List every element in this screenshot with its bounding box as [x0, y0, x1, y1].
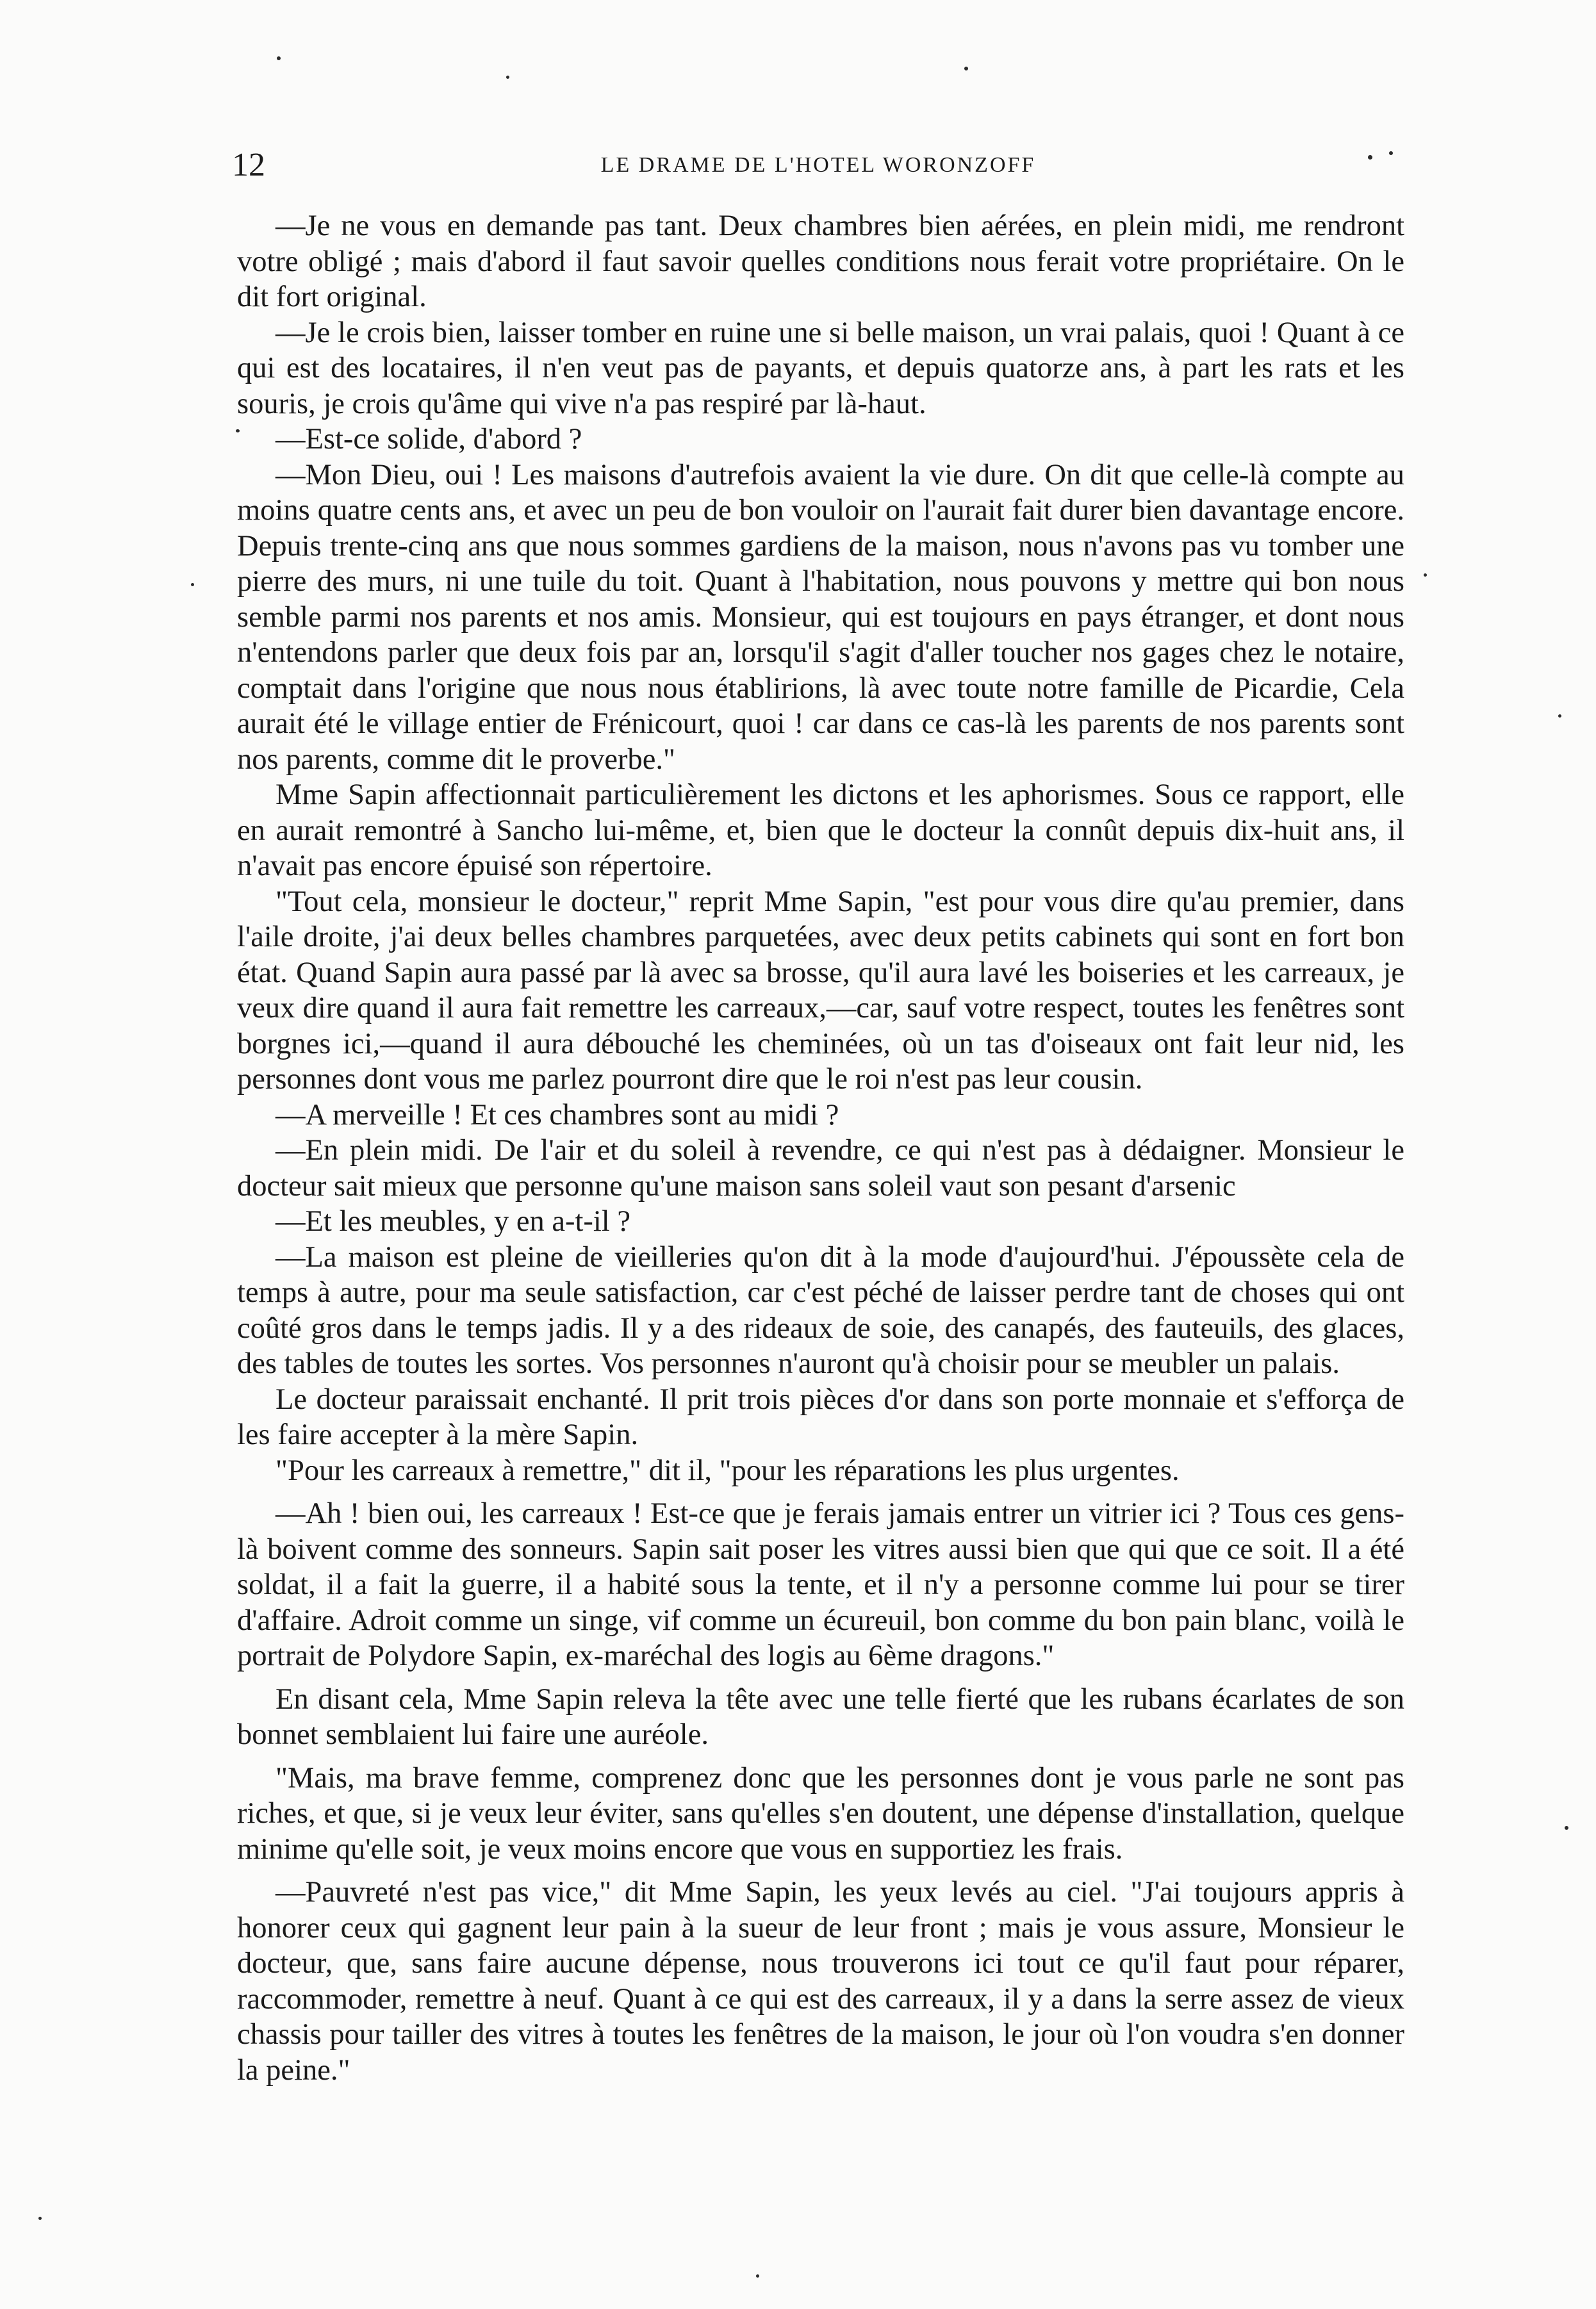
scan-speck — [1565, 1826, 1568, 1830]
body-text — [237, 208, 1404, 2088]
paragraph: —Je le crois bien, laisser tomber en ruine une si belle maison, un vrai palais, quoi ! Quant à ce qui est des locataires, il n'en veut pas de payants, et depuis quatorze ans, à part les rats et les souris, je crois qu'âme qui vive n'a pas respiré par là-haut. — [237, 316, 1404, 420]
scan-speck — [191, 583, 194, 586]
paragraph: —Est-ce solide, d'abord ? — [276, 423, 582, 456]
scan-speck — [277, 56, 281, 60]
paragraph: —Pauvreté n'est pas vice," dit Mme Sapin, les yeux levés au ciel. "J'ai toujours appris à honorer ceux qui gagnent leur pain à la sueur de leur front ; mais je vous assure, Monsieur le docteur, que, sans faire aucune dépense, nous trouverons ici tout ce qu'il faut pour réparer, raccommoder, remettre à neuf. Quant à ce qui est des carreaux, il y a dans la serre assez de vieux chassis pour tailler des vitres à toutes les fenêtres de la maison, le jour où l'on voudra s'en donner la peine." — [237, 1876, 1404, 2087]
paragraph: "Mais, ma brave femme, comprenez donc que les personnes dont je vous parle ne sont pas riches, et que, si je veux leur éviter, sans qu'elles s'en doutent, une dépense d'installation, quelque minime qu'elle soit, je veux moins encore que vous en supportiez les frais. — [237, 1761, 1404, 1866]
paragraph: —La maison est pleine de vieilleries qu'on dit à la mode d'aujourd'hui. J'époussète cela de temps à autre, pour ma seule satisfaction, car c'est péché de laisser perdre tant de choses qui ont coûté gros dans le temps jadis. Il y a des rideaux de soie, des canapés, des fauteuils, des glaces, des tables de toutes les sortes. Vos personnes n'auront qu'à choisir pour se meubler un palais. — [237, 1240, 1404, 1380]
scan-speck — [1389, 151, 1393, 155]
scan-speck — [38, 2217, 42, 2220]
paragraph: —Ah ! bien oui, les carreaux ! Est-ce que je ferais jamais entrer un vitrier ici ? Tous ces gens-là boivent comme des sonneurs. Sapin sait poser les vitres aussi bien que qui que ce soit. Il a été soldat, il a fait la guerre, il a habité sous la tente, et il n'y a personne comme lui pour se tirer d'affaire. Adroit comme un singe, vif comme un écureuil, bon comme du bon pain blanc, voilà le portrait de Polydore Sapin, ex-maréchal des logis au 6ème dragons." — [237, 1497, 1404, 1672]
paragraph: —Et les meubles, y en a-t-il ? — [276, 1205, 630, 1238]
scan-speck — [756, 2274, 759, 2278]
paragraph: En disant cela, Mme Sapin releva la tête avec une telle fierté que les rubans écarlates de son bonnet semblaient lui faire une auréole. — [237, 1682, 1404, 1751]
paragraph: "Pour les carreaux à remettre," dit il, "pour les réparations les plus urgentes. — [276, 1454, 1180, 1487]
scan-speck — [506, 76, 509, 79]
paragraph: "Tout cela, monsieur le docteur," reprit Mme Sapin, "est pour vous dire qu'au premier, dans l'aile droite, j'ai deux belles chambres parquetées, avec deux petits cabinets qui sont en fort bon état. Quand Sapin aura passé par là avec sa brosse, qu'il aura lavé les boiseries et les carreaux, je veux dire quand il aura fait remettre les carreaux,—car, sauf votre respect, toutes les fenêtres sont borgnes ici,—quand il aura débouché les cheminées, où un tas d'oiseaux ont fait leur nid, les personnes dont vous me parlez pourront dire que le roi n'est pas leur cousin. — [237, 885, 1404, 1096]
paragraph: —A merveille ! Et ces chambres sont au midi ? — [276, 1098, 839, 1131]
scan-speck — [1558, 714, 1561, 718]
running-title: LE DRAME DE L'HOTEL WORONZOFF — [600, 153, 1036, 177]
scan-speck — [236, 429, 240, 432]
scan-speck — [1424, 573, 1427, 577]
scan-speck — [964, 67, 968, 70]
page-number: 12 — [232, 147, 265, 183]
paragraph: —En plein midi. De l'air et du soleil à revendre, ce qui n'est pas à dédaigner. Monsieur le docteur sait mieux que personne qu'une maison sans soleil vaut son pesant d'arsenic — [237, 1134, 1404, 1203]
running-head — [232, 146, 1404, 185]
paragraph: Mme Sapin affectionnait particulièrement les dictons et les aphorismes. Sous ce rapport, elle en aurait remontré à Sancho lui-même, et, bien que le docteur la connût depuis dix-huit ans, il n'avait pas encore épuisé son répertoire. — [237, 778, 1404, 882]
paragraph: —Je ne vous en demande pas tant. Deux chambres bien aérées, en plein midi, me rendront votre obligé ; mais d'abord il faut savoir quelles conditions nous ferait votre propriétaire. On le dit fort original. — [237, 210, 1404, 313]
paragraph: Le docteur paraissait enchanté. Il prit trois pièces d'or dans son porte monnaie et s'efforça de les faire accepter à la mère Sapin. — [237, 1383, 1404, 1451]
scan-speck — [1368, 155, 1372, 160]
paragraph: —Mon Dieu, oui ! Les maisons d'autrefois avaient la vie dure. On dit que celle-là compte au moins quatre cents ans, et avec un peu de bon vouloir on l'aurait fait durer bien davantage encore. Depuis trente-cinq ans que nous sommes gardiens de la maison, nous n'avons pas vu tomber une pierre des murs, ni une tuile du toit. Quant à l'habitation, nous pouvons y mettre qui bon nous semble parmi nos parents et nos amis. Monsieur, qui est toujours en pays étranger, et dont nous n'entendons parler que deux fois par an, lorsqu'il s'agit d'aller toucher nos gages chez le notaire, comptait dans l'origine que nous nous établirions, là avec toute notre famille de Picardie, Cela aurait été le village entier de Frénicourt, quoi ! car dans ce cas-là les parents de nos parents sont nos parents, comme dit le proverbe." — [237, 458, 1404, 776]
